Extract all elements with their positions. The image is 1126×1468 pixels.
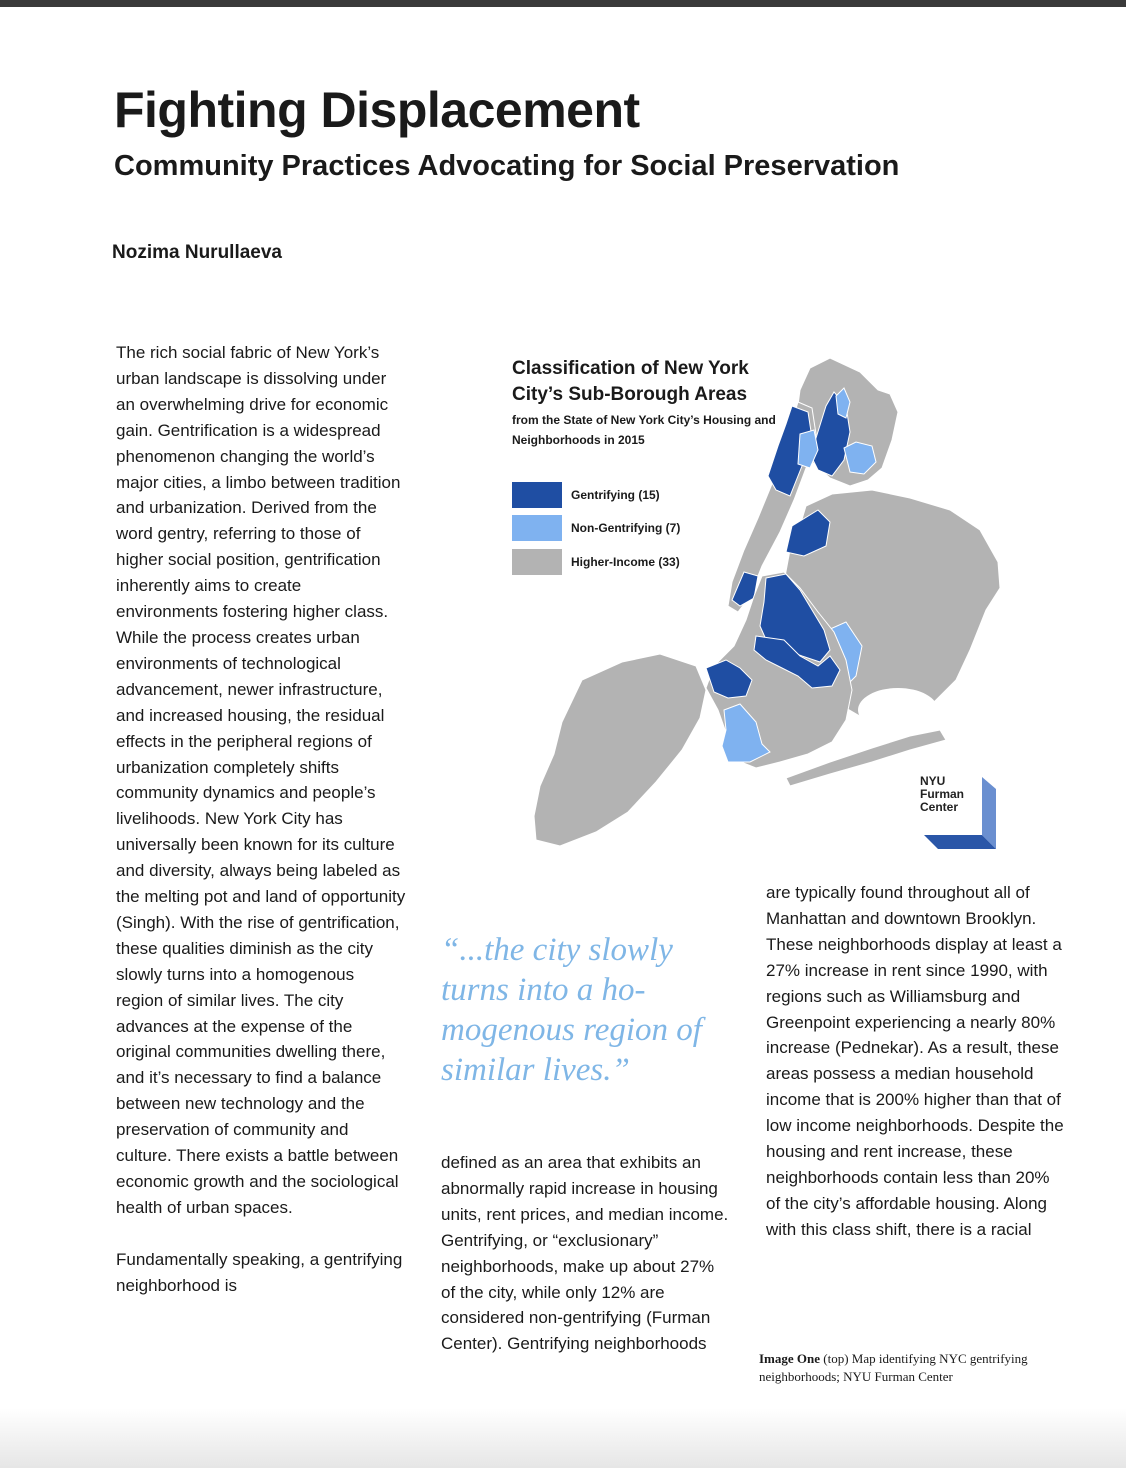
article-title: Fighting Displacement	[114, 82, 640, 138]
logo-line-2: Furman	[920, 787, 965, 801]
legend-swatch-higher-income	[512, 549, 562, 575]
logo-line-3: Center	[920, 800, 959, 814]
bottom-shadow	[0, 1408, 1126, 1468]
nyu-furman-logo	[920, 775, 1000, 855]
legend-label-higher-income: Higher-Income (33)	[571, 555, 680, 569]
jamaica-bay	[858, 688, 938, 732]
image-caption	[759, 1350, 1079, 1386]
body-column-3	[766, 880, 1066, 1243]
legend-swatch-gentrifying	[512, 482, 562, 508]
body-paragraph-3: defined as an area that exhibits an abnormally rapid increase in housing units, rent prices, and median income. Gentrifying, or “exclusionary” neighborhoods, make up about 27% of the city, while only 12% are considered non-gentrifying (Furman Center). Gentrifying neighborhoods	[441, 1153, 729, 1354]
body-column-1	[116, 340, 406, 1299]
legend-label-non-gentrifying: Non-Gentrifying (7)	[571, 521, 681, 535]
top-border	[0, 0, 1126, 7]
legend-swatch-non-gentrifying	[512, 515, 562, 541]
caption-text: (top) Map identifying NYC gentrifying neighborhoods; NYU Furman Center	[759, 1351, 1028, 1384]
caption-label: Image One	[759, 1351, 821, 1366]
pull-quote: “...the city slowly turns into a homogenous region of similar lives.”	[441, 932, 702, 1088]
author-name: Nozima Nurullaeva	[112, 242, 282, 263]
furman-logo-mark	[920, 775, 1000, 855]
body-paragraph-4: are typically found throughout all of Manhattan and downtown Brooklyn. These neighborhoods display at least a 27% increase in rent since 1990, with regions such as Williamsburg and Greenpoint experiencing a nearly 80% increase (Pednekar). As a result, these areas possess a median household income that is 200% higher than that of low income neighborhoods. Despite the housing and rent increase, these neighborhoods contain less than 20% of the city’s affordable housing. Along with this class shift, there is a racial	[766, 883, 1064, 1239]
legend-label-gentrifying: Gentrifying (15)	[571, 488, 660, 502]
legend-item-non-gentrifying	[512, 515, 680, 541]
body-paragraph-2: Fundamentally speaking, a gentrifying neighborhood is	[116, 1249, 403, 1295]
logo-line-1: NYU	[920, 774, 946, 788]
body-column-2	[441, 1150, 731, 1357]
map-title: Classification of New York City’s Sub-Borough Areas	[512, 358, 749, 405]
legend-item-gentrifying	[512, 482, 660, 508]
staten-island	[534, 654, 706, 846]
legend-item-higher-income	[512, 549, 680, 575]
article-subtitle: Community Practices Advocating for Social Preservation	[114, 150, 900, 182]
body-paragraph-1: The rich social fabric of New York’s urban landscape is dissolving under an overwhelming drive for economic gain. Gentrification is a widespread phenomenon changing the world’s major cities, a limbo between tradition and urbanization. Derived from the word gentry, referring to those of higher social position, gentrification inherently aims to create environments fostering higher class. While the process creates urban environments of technological advancement, newer infrastructure, and increased housing, the residual effects in the peripheral regions of urbanization completely shifts community dynamics and people’s livelihoods. New York City has universally been known for its culture and diversity, always being labeled as the melting pot and land of opportunity (Singh). With the rise of gentrification, these qualities diminish as the city slowly turns into a homogenous region of similar lives. The city advances at the expense of the original communities dwelling there, and it’s necessary to find a balance between new technology and the preservation of community and culture. There exists a battle between economic growth and the sociological health of urban spaces.	[116, 343, 406, 1217]
map-subtitle: from the State of New York City’s Housing and Neighborhoods in 2015	[512, 413, 776, 447]
nyc-classification-map	[500, 350, 1020, 860]
